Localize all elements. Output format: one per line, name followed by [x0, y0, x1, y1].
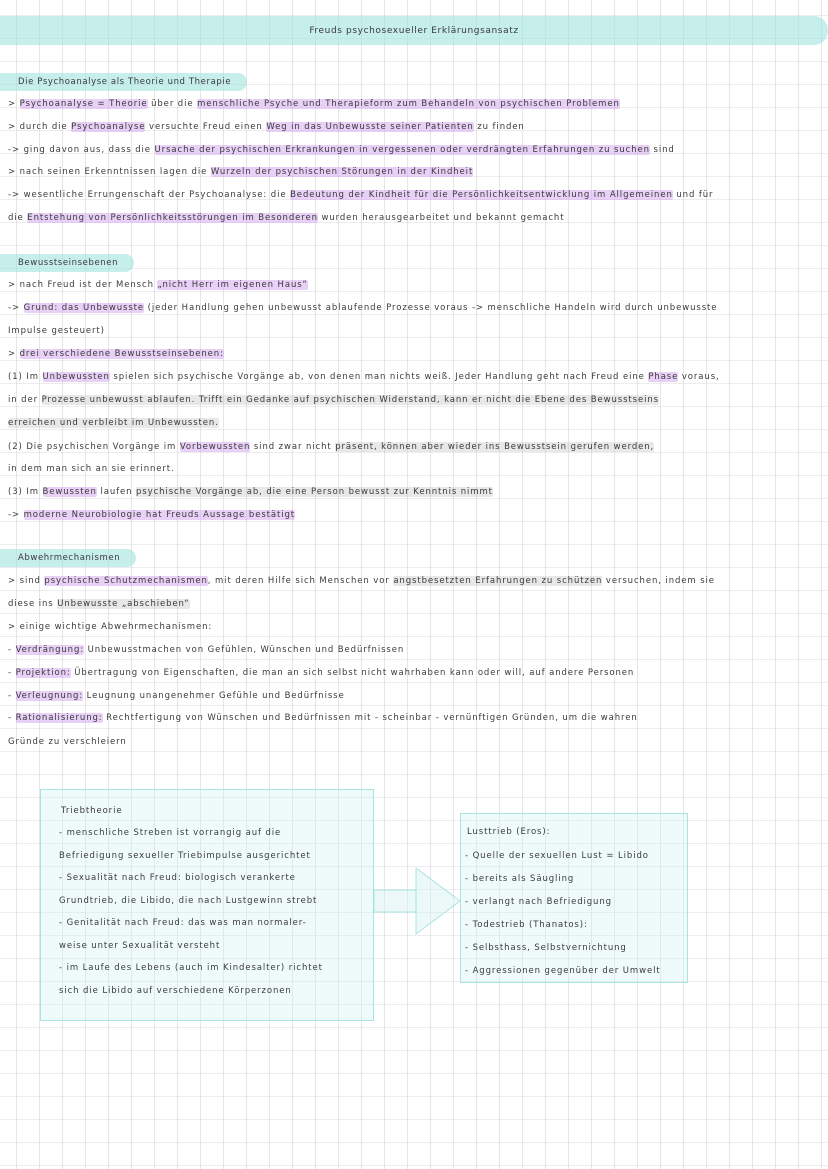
text-line	[8, 302, 717, 314]
text-span: laufen	[96, 487, 137, 497]
highlighted-text: Projektion:	[15, 668, 71, 678]
highlighted-text: Ursache der psychischen Erkrankungen in vergessenen oder verdrängten Erfahrungen zu suchen	[154, 145, 650, 155]
text-span: >	[8, 349, 20, 359]
text-span: und für	[672, 190, 714, 200]
text-line	[8, 667, 634, 679]
text-line	[8, 598, 190, 610]
text-span: voraus,	[678, 372, 720, 382]
text-line	[8, 371, 720, 383]
highlighted-text: Verdrängung:	[15, 645, 85, 655]
text-line	[8, 166, 473, 178]
box-line: - Sexualität nach Freud: biologisch verankerte	[59, 873, 296, 883]
text-line	[8, 121, 525, 133]
text-line	[8, 463, 175, 475]
text-span: Gründe zu verschleiern	[8, 737, 127, 747]
box-line: - Aggressionen gegenüber der Umwelt	[465, 966, 661, 976]
text-span: versuchen, indem sie	[602, 576, 715, 586]
text-line	[8, 690, 345, 702]
box-line: - Quelle der sexuellen Lust = Libido	[465, 851, 649, 861]
highlighted-text: Verleugnung:	[15, 691, 84, 701]
text-span: diese ins	[8, 599, 58, 609]
text-line	[8, 348, 224, 360]
text-span: > nach seinen Erkenntnissen lagen die	[8, 167, 211, 177]
highlighted-text: psychische Schutzmechanismen	[44, 576, 208, 586]
heading-text: Abwehrmechanismen	[18, 553, 121, 563]
text-span: Unbewusstmachen von Gefühlen, Wünschen und Bedürfnissen	[84, 645, 405, 655]
highlighted-text: erreichen und verbleibt im Unbewussten.	[8, 418, 219, 428]
highlighted-text: Unbewussten	[42, 372, 110, 382]
text-span: sind	[649, 145, 675, 155]
text-span: Übertragung von Eigenschaften, die man an sich selbst nicht wahrhaben kann oder will, auf andere Personen	[70, 668, 635, 678]
text-span: (1) Im	[8, 372, 43, 382]
text-span: über die	[147, 99, 198, 109]
highlighted-text: Psychoanalyse	[71, 122, 146, 132]
box-title: Lusttrieb (Eros):	[467, 827, 551, 837]
text-span: -	[8, 645, 16, 655]
text-span: Leugnung unangenehmer Gefühle und Bedürfnisse	[83, 691, 345, 701]
highlighted-text: Weg in das Unbewusste seiner Patienten	[266, 122, 474, 132]
document-title	[0, 16, 828, 45]
text-line	[8, 325, 105, 337]
highlighted-text: Rationalisierung:	[15, 713, 103, 723]
text-span: Rechtfertigung von Wünschen und Bedürfnissen mit - scheinbar - vernünftigen Gründen, um die wahren	[102, 713, 638, 723]
heading-psychoanalyse	[0, 73, 247, 91]
text-span: -> wesentliche Errungenschaft der Psychoanalyse: die	[8, 190, 291, 200]
text-line	[8, 712, 638, 724]
box-line: Befriedigung sexueller Triebimpulse ausgerichtet	[59, 850, 311, 861]
lusttrieb-box	[460, 813, 688, 983]
highlighted-text: Entstehung von Persönlichkeitsstörungen im Besonderen	[27, 213, 318, 223]
box-line: - menschliche Streben ist vorrangig auf die	[59, 828, 282, 838]
text-line	[8, 189, 713, 201]
text-span: in der	[8, 395, 42, 405]
text-line	[8, 644, 404, 656]
text-span: -	[8, 691, 16, 701]
text-line	[8, 486, 493, 498]
highlighted-text: Phase	[648, 372, 679, 382]
text-line	[8, 144, 675, 156]
text-span: -	[8, 668, 16, 678]
highlighted-text: Wurzeln der psychischen Störungen in der Kindheit	[210, 167, 474, 177]
text-span: versuchte Freud einen	[145, 122, 267, 132]
text-span: -	[8, 713, 16, 723]
heading-bewusstseinsebenen	[0, 254, 134, 272]
heading-abwehrmechanismen	[0, 549, 136, 567]
text-span: -> ging davon aus, dass die	[8, 145, 155, 155]
box-line: sich die Libido auf verschiedene Körperzonen	[59, 985, 292, 996]
text-span: > nach Freud ist der Mensch	[8, 280, 158, 290]
box-line: - bereits als Säugling	[465, 874, 575, 884]
box-line: - Todestrieb (Thanatos):	[465, 920, 588, 930]
text-span: in dem man sich an sie erinnert.	[8, 464, 175, 474]
heading-text: Die Psychoanalyse als Theorie und Therapie	[18, 77, 232, 87]
text-line	[8, 212, 564, 224]
highlighted-text: moderne Neurobiologie hat Freuds Aussage bestätigt	[23, 510, 296, 520]
document-title-text: Freuds psychosexueller Erklärungsansatz	[309, 25, 519, 36]
highlighted-text: menschliche Psyche und Therapieform zum Behandeln von psychischen Problemen	[197, 99, 620, 109]
text-span: (jeder Handlung gehen unbewusst ablaufende Prozesse voraus -> menschliche Handeln wird durch unbewusste	[144, 303, 718, 313]
text-line	[8, 736, 127, 748]
highlighted-text: psychische Vorgänge ab, die eine Person bewusst zur Kenntnis nimmt	[136, 487, 493, 497]
text-span: zu finden	[473, 122, 525, 132]
triebtheorie-box	[40, 789, 374, 1021]
box-line: weise unter Sexualität versteht	[59, 940, 221, 951]
heading-text: Bewusstseinsebenen	[18, 258, 119, 268]
text-span: ->	[8, 303, 24, 313]
text-line	[8, 509, 295, 521]
text-line	[8, 98, 620, 110]
highlighted-text: Vorbewussten	[179, 442, 251, 452]
text-span: ->	[8, 510, 24, 520]
text-span: > durch die	[8, 122, 72, 132]
box-title: Triebtheorie	[61, 806, 123, 816]
text-span: (3) Im	[8, 487, 43, 497]
highlighted-text: Psychoanalyse = Theorie	[19, 99, 148, 109]
highlighted-text: Prozesse unbewusst ablaufen. Trifft ein Gedanke auf psychischen Widerstand, kann er nicht die Ebene des Bewusstseins	[41, 395, 659, 405]
highlighted-text: angstbesetzten Erfahrungen zu schützen	[393, 576, 603, 586]
box-line: - Genitalität nach Freud: das was man normaler-	[59, 918, 307, 928]
text-span: die	[8, 213, 28, 223]
text-span: sind zwar nicht	[250, 442, 336, 452]
text-span: wurden herausgearbeitet und bekannt gemacht	[317, 213, 565, 223]
highlighted-text: Bewussten	[42, 487, 97, 497]
text-span: > einige wichtige Abwehrmechanismen:	[8, 622, 213, 632]
box-line: - verlangt nach Befriedigung	[465, 897, 612, 907]
highlighted-text: drei verschiedene Bewusstseinsebenen:	[19, 349, 224, 359]
text-line	[8, 621, 212, 633]
arrow-right-icon	[372, 866, 462, 936]
text-line	[8, 575, 715, 587]
text-span: > sind	[8, 576, 45, 586]
text-line	[8, 441, 654, 453]
box-line: - Selbsthass, Selbstvernichtung	[465, 943, 627, 953]
text-line	[8, 417, 219, 429]
text-span: >	[8, 99, 20, 109]
text-span: , mit deren Hilfe sich Menschen vor	[207, 576, 394, 586]
box-line: - im Laufe des Lebens (auch im Kindesalter) richtet	[59, 963, 323, 973]
highlighted-text: Grund: das Unbewusste	[23, 303, 145, 313]
text-span: Impulse gesteuert)	[8, 326, 105, 336]
box-line: Grundtrieb, die Libido, die nach Lustgewinn strebt	[59, 895, 318, 906]
text-line	[8, 394, 659, 406]
highlighted-text: Bedeutung der Kindheit für die Persönlichkeitsentwicklung im Allgemeinen	[290, 190, 673, 200]
text-line	[8, 279, 308, 291]
highlighted-text: Unbewusste „abschieben“	[57, 599, 190, 609]
highlighted-text: „nicht Herr im eigenen Haus“	[157, 280, 308, 290]
text-span: (2) Die psychischen Vorgänge im	[8, 442, 180, 452]
text-span: spielen sich psychische Vorgänge ab, von denen man nichts weiß. Jeder Handlung geht nach Freud eine	[109, 372, 649, 382]
highlighted-text: präsent, können aber wieder ins Bewusstsein gerufen werden,	[335, 442, 655, 452]
